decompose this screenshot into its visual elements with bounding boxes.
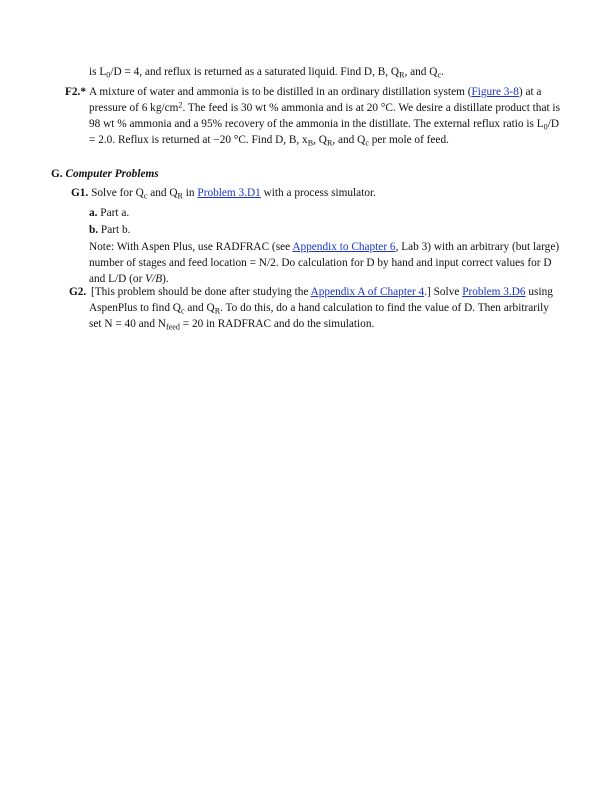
continuation-line <box>89 64 559 80</box>
text-span: A mixture of water and ammonia is to be distilled in an ordinary distillation system ( <box>89 86 472 98</box>
text-span: . <box>441 66 444 78</box>
problem-f2 <box>89 84 561 148</box>
problem-g2-label: G2. <box>69 286 87 298</box>
subscript: c <box>143 191 148 201</box>
text-span: , and Q <box>332 134 366 146</box>
text-span: . To do this, do a hand calculation to find the value of D. Then arbitrarily set N = 40 and N <box>89 302 549 330</box>
subscript: 0 <box>543 122 548 132</box>
section-g-label: G. <box>51 168 63 180</box>
subscript: R <box>214 306 221 316</box>
problem-3d6-link[interactable]: Problem 3.D6 <box>462 286 526 298</box>
subscript: c <box>437 70 442 80</box>
subscript: c <box>180 306 185 316</box>
subscript: 0 <box>106 70 111 80</box>
text-span: = 20 in RADFRAC and do the simulation. <box>179 318 375 330</box>
subscript: R <box>177 191 183 201</box>
superscript: 2 <box>178 100 183 110</box>
section-g-heading <box>51 166 451 182</box>
italic-text: V/B <box>145 273 163 285</box>
text-span: ). <box>162 273 169 285</box>
text-span: , Q <box>313 134 327 146</box>
subscript: R <box>399 70 405 80</box>
part-a-label: a. <box>89 207 98 219</box>
appendix-a-chapter-4-link[interactable]: Appendix A of Chapter 4 <box>310 286 425 298</box>
text-span: [This problem should be done after studying the <box>91 286 311 298</box>
text-span: per mole of feed. <box>368 134 449 146</box>
g1-part-b <box>89 222 389 238</box>
text-span: Part b. <box>98 224 131 236</box>
text-span: /D = 4, and reflux is returned as a saturated liquid. Find D, B, Q <box>110 66 400 78</box>
problem-g2 <box>89 284 563 332</box>
text-span: in <box>182 187 198 199</box>
text-span: ) at a pressure of 6 kg/cm <box>89 86 542 114</box>
text-span: Note: With Aspen Plus, use RADFRAC (see <box>89 241 293 253</box>
text-span: /D = 2.0. Reflux is returned at −20 °C. Find D, B, x <box>89 118 560 146</box>
section-g-title: Computer Problems <box>65 168 159 180</box>
text-span: , and Q <box>404 66 438 78</box>
problem-3d1-link[interactable]: Problem 3.D1 <box>197 187 261 199</box>
text-span: . The feed is 30 wt % ammonia and is at 20 °C. We desire a distillate product that is 98 wt % ammonia and a 95% recovery of the ammonia in the distillate. The external reflux ratio is L <box>89 102 560 130</box>
text-span: with a process simulator. <box>260 187 376 199</box>
part-b-label: b. <box>89 224 99 236</box>
g1-note <box>89 239 565 287</box>
appendix-chapter-6-link[interactable]: Appendix to Chapter 6 <box>292 241 396 253</box>
subscript: feed <box>165 322 180 332</box>
text-span: , Lab 3) with an arbitrary (but large) number of stages and feed location = N/2. Do calculation for D by hand and input correct values for D and L/D (or <box>89 241 560 285</box>
text-span: is L <box>89 66 107 78</box>
figure-3-8-link[interactable]: Figure 3-8 <box>471 86 519 98</box>
text-span: and Q <box>147 187 178 199</box>
subscript: B <box>307 138 314 148</box>
subscript: c <box>365 138 369 148</box>
text-span: using AspenPlus to find Q <box>89 286 553 314</box>
g1-part-a <box>89 205 389 221</box>
subscript: R <box>326 138 333 148</box>
text-span: .] Solve <box>424 286 463 298</box>
problem-g1 <box>71 185 561 201</box>
text-span: Part a. <box>97 207 130 219</box>
problem-f2-label: F2.* <box>65 86 87 98</box>
text-span: and Q <box>184 302 215 314</box>
text-span: Solve for Q <box>88 187 144 199</box>
problem-g1-label: G1. <box>71 187 89 199</box>
